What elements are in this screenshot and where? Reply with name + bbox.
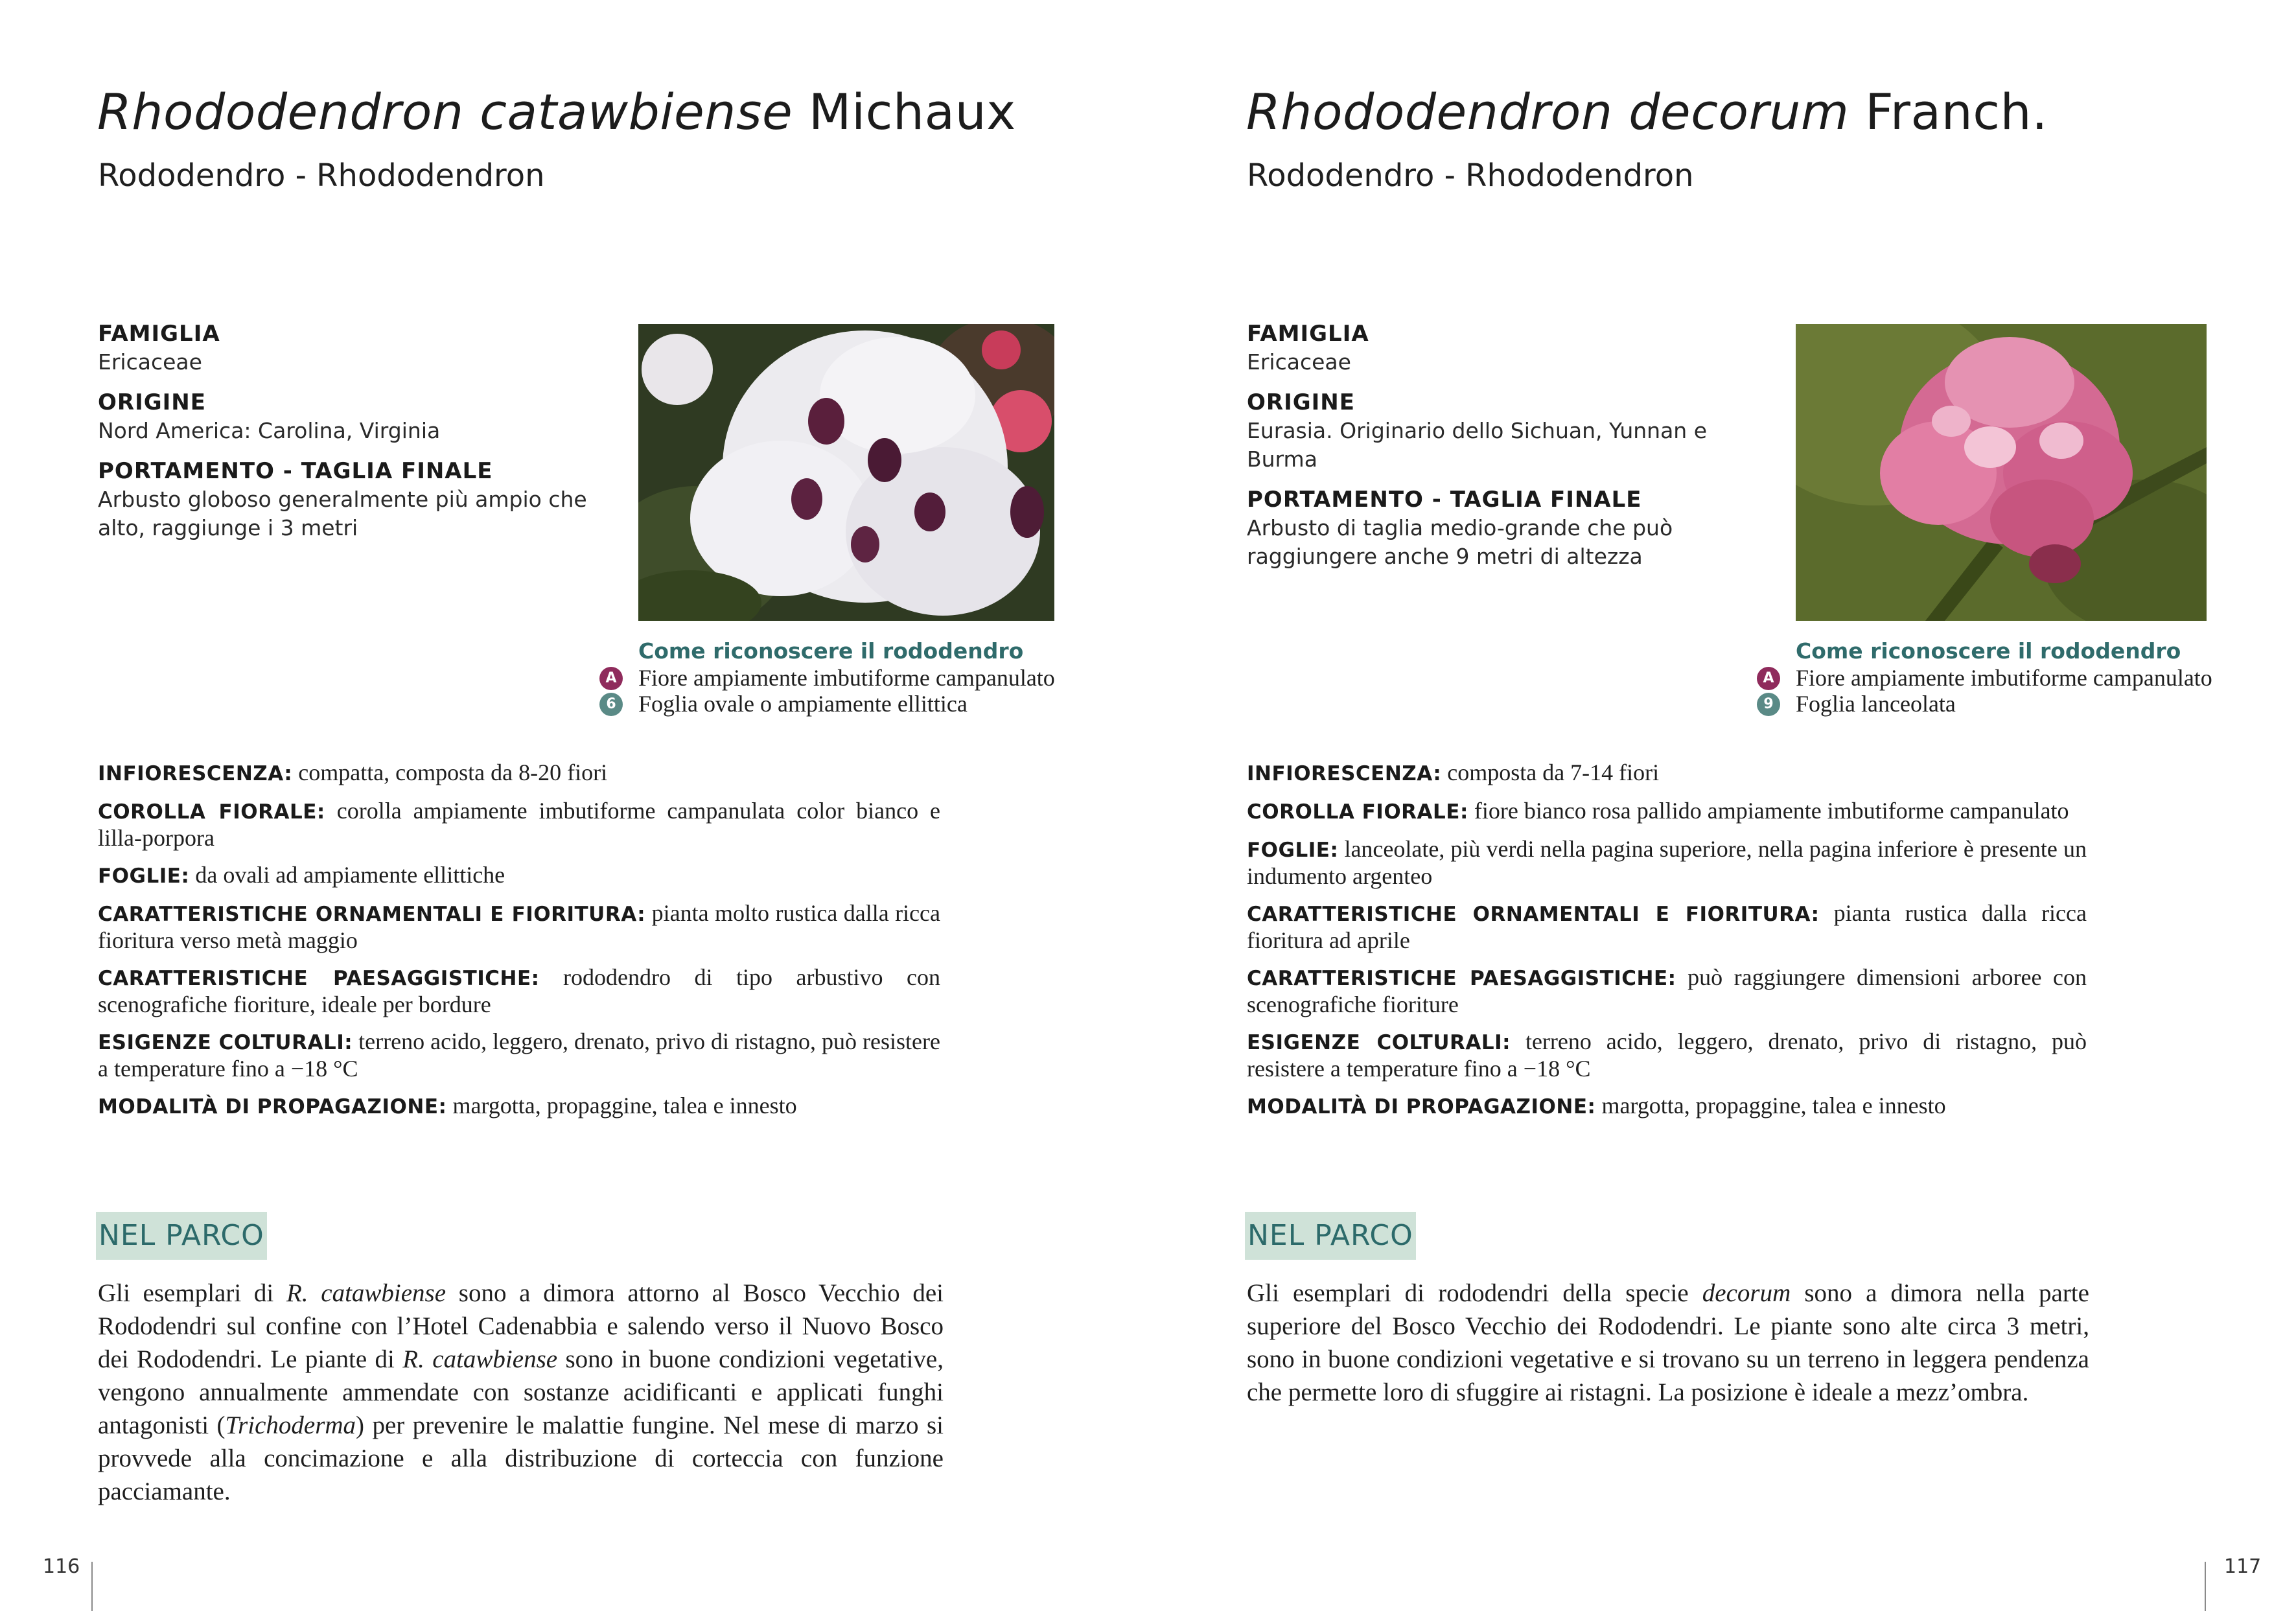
detail-label: CARATTERISTICHE PAESAGGISTICHE:: [1247, 967, 1676, 990]
detail-text: da ovali ad ampiamente ellittiche: [189, 862, 505, 888]
recognition-title: Come riconoscere il rododendro: [638, 638, 1024, 664]
species-title: [97, 83, 1016, 141]
flower-badge-icon: A: [599, 667, 623, 690]
left-page: [0, 0, 1148, 1607]
detail-text: compatta, composta da 8-20 fiori: [292, 759, 608, 785]
info-block: [1247, 319, 1713, 583]
detail-row: [1247, 836, 2087, 889]
info-block: [98, 319, 590, 554]
page-number: 116: [43, 1555, 80, 1578]
recognition-item-leaf: [1763, 691, 2288, 717]
detail-label: ESIGENZE COLTURALI:: [98, 1031, 353, 1054]
flower-badge-icon: A: [1757, 667, 1780, 690]
famiglia-value: Ericaceae: [98, 349, 202, 375]
recognition-text: Foglia lanceolata: [1796, 691, 1956, 717]
detail-label: CARATTERISTICHE ORNAMENTALI E FIORITURA:: [98, 903, 646, 926]
detail-row: [1247, 900, 2087, 953]
detail-text: pianta rustica dalla ricca fioritura ad aprile: [1247, 900, 2087, 953]
recognition-item-leaf: [606, 691, 1131, 717]
detail-row: [98, 798, 940, 851]
paragraph-text: sono a dimora attorno al Bosco Vecchio dei Rododendri sul confine con l’Hotel Cadenabbia e salendo verso il Nuovo Bosco dei Rododendri. Le piante di: [98, 1279, 944, 1373]
recognition-text: Fiore ampiamente imbutiforme campanulato: [1796, 665, 2212, 691]
detail-label: MODALITÀ DI PROPAGAZIONE:: [1247, 1095, 1596, 1118]
recognition-item-flower: [1763, 665, 2288, 691]
recognition-box: [1763, 638, 2288, 717]
origine-value: Eurasia. Originario dello Sichuan, Yunnan e Burma: [1247, 418, 1708, 472]
recognition-text: Foglia ovale o ampiamente ellittica: [638, 691, 968, 717]
detail-text: terreno acido, leggero, drenato, privo di ristagno, può resistere a temperature fino a −18 °C: [98, 1028, 940, 1082]
detail-row: [1247, 964, 2087, 1017]
origine-label: ORIGINE: [1247, 389, 1355, 415]
detail-label: CARATTERISTICHE PAESAGGISTICHE:: [98, 967, 540, 990]
detail-label: COROLLA FIORALE:: [98, 800, 325, 824]
detail-text: può raggiungere dimensioni arboree con scenografiche fioriture: [1247, 964, 2087, 1017]
page-divider-line: [91, 1562, 93, 1611]
detail-text: fiore bianco rosa pallido ampiamente imbutiforme campanulato: [1468, 798, 2069, 824]
section-heading: NEL PARCO: [1245, 1212, 1416, 1260]
detail-label: FOGLIE:: [1247, 839, 1339, 862]
detail-text: corolla ampiamente imbutiforme campanulata color bianco e lilla-porpora: [98, 798, 941, 851]
detail-row: [1247, 759, 2087, 787]
recognition-title: Come riconoscere il rododendro: [1796, 638, 2181, 664]
detail-label: COROLLA FIORALE:: [1247, 800, 1468, 824]
detail-row: [98, 862, 940, 889]
detail-row: [1247, 1093, 2087, 1120]
detail-text: terreno acido, leggero, drenato, privo di ristagno, può resistere a temperature fino a −18 °C: [1247, 1028, 2087, 1082]
detail-text: lanceolate, più verdi nella pagina superiore, nella pagina inferiore è presente un indumento argenteo: [1247, 836, 2087, 889]
famiglia-value: Ericaceae: [1247, 349, 1351, 375]
detail-label: MODALITÀ DI PROPAGAZIONE:: [98, 1095, 447, 1118]
leaf-badge-icon: 6: [599, 693, 623, 716]
details-list: [98, 759, 940, 1131]
paragraph-text: sono a dimora nella parte superiore del Bosco Vecchio dei Rododendri. Le piante sono alte circa 3 metri, sono in buone condizioni vegetative e si trovano su un terreno in leggera pendenza che permette loro di sfuggire ai ristagni. La posizione è ideale a mezz’ombra.: [1247, 1279, 2089, 1406]
origine-label: ORIGINE: [98, 389, 206, 415]
common-name: Rododendro - Rhododendron: [98, 157, 545, 194]
flower-photo-white: [638, 324, 1054, 621]
details-list: [1247, 759, 2087, 1131]
detail-row: [98, 1028, 940, 1082]
paragraph-italic: decorum: [1702, 1279, 1791, 1307]
page-divider-line: [2205, 1562, 2206, 1611]
common-name: Rododendro - Rhododendron: [1247, 157, 1694, 194]
right-page: [1148, 0, 2296, 1607]
recognition-text: Fiore ampiamente imbutiforme campanulato: [638, 665, 1055, 691]
detail-text: pianta molto rustica dalla ricca fioritura verso metà maggio: [98, 900, 941, 953]
leaf-badge-icon: 9: [1757, 693, 1780, 716]
species-author: Franch.: [1849, 83, 2048, 141]
recognition-box: [605, 638, 1131, 717]
paragraph-text: sono in buone condizioni vegetative, vengono annualmente ammendate con sostanze acidificanti e applicati funghi antagonisti (: [98, 1345, 944, 1439]
detail-label: ESIGENZE COLTURALI:: [1247, 1031, 1511, 1054]
detail-row: [1247, 798, 2087, 825]
paragraph-text: Gli esemplari di rododendri della specie: [1247, 1279, 1702, 1307]
detail-text: rododendro di tipo arbustivo con scenografiche fioriture, ideale per bordure: [98, 964, 941, 1017]
famiglia-label: FAMIGLIA: [98, 321, 220, 347]
section-paragraph: [1247, 1277, 2089, 1409]
detail-text: composta da 7-14 fiori: [1441, 759, 1660, 785]
detail-text: margotta, propaggine, talea e innesto: [1595, 1093, 1946, 1118]
species-title: [1246, 83, 2048, 141]
paragraph-text: ) per prevenire le malattie fungine. Nel mese di marzo si provvede alla concimazione e alla distribuzione di corteccia con funzione pacciamante.: [98, 1411, 944, 1505]
portamento-label: PORTAMENTO - TAGLIA FINALE: [1247, 487, 1642, 513]
species-name: Rhododendron decorum: [1246, 83, 1850, 141]
page-number: 117: [2224, 1555, 2262, 1578]
paragraph-italic: R. catawbiense: [402, 1345, 558, 1373]
detail-row: [1247, 1028, 2087, 1082]
detail-label: INFIORESCENZA:: [98, 762, 293, 785]
famiglia-label: FAMIGLIA: [1247, 321, 1369, 347]
detail-label: CARATTERISTICHE ORNAMENTALI E FIORITURA:: [1247, 903, 1820, 926]
origine-value: Nord America: Carolina, Virginia: [98, 418, 441, 443]
portamento-value: Arbusto di taglia medio-grande che può raggiungere anche 9 metri di altezza: [1247, 515, 1673, 569]
flower-photo-pink: [1796, 324, 2207, 621]
detail-row: [98, 900, 940, 953]
detail-row: [98, 759, 940, 787]
portamento-value: Arbusto globoso generalmente più ampio che alto, raggiunge i 3 metri: [98, 487, 587, 540]
section-heading: NEL PARCO: [96, 1212, 267, 1260]
paragraph-italic: Trichoderma: [225, 1411, 356, 1439]
detail-label: INFIORESCENZA:: [1247, 762, 1442, 785]
species-author: Michaux: [793, 83, 1016, 141]
paragraph-text: Gli esemplari di: [98, 1279, 286, 1307]
detail-label: FOGLIE:: [98, 864, 190, 888]
detail-row: [98, 1093, 940, 1120]
species-name: Rhododendron catawbiense: [97, 83, 793, 141]
section-paragraph: [98, 1277, 944, 1508]
paragraph-italic: R. catawbiense: [286, 1279, 446, 1307]
recognition-item-flower: [605, 665, 1131, 691]
detail-row: [98, 964, 940, 1017]
portamento-label: PORTAMENTO - TAGLIA FINALE: [98, 458, 493, 484]
detail-text: margotta, propaggine, talea e innesto: [446, 1093, 797, 1118]
